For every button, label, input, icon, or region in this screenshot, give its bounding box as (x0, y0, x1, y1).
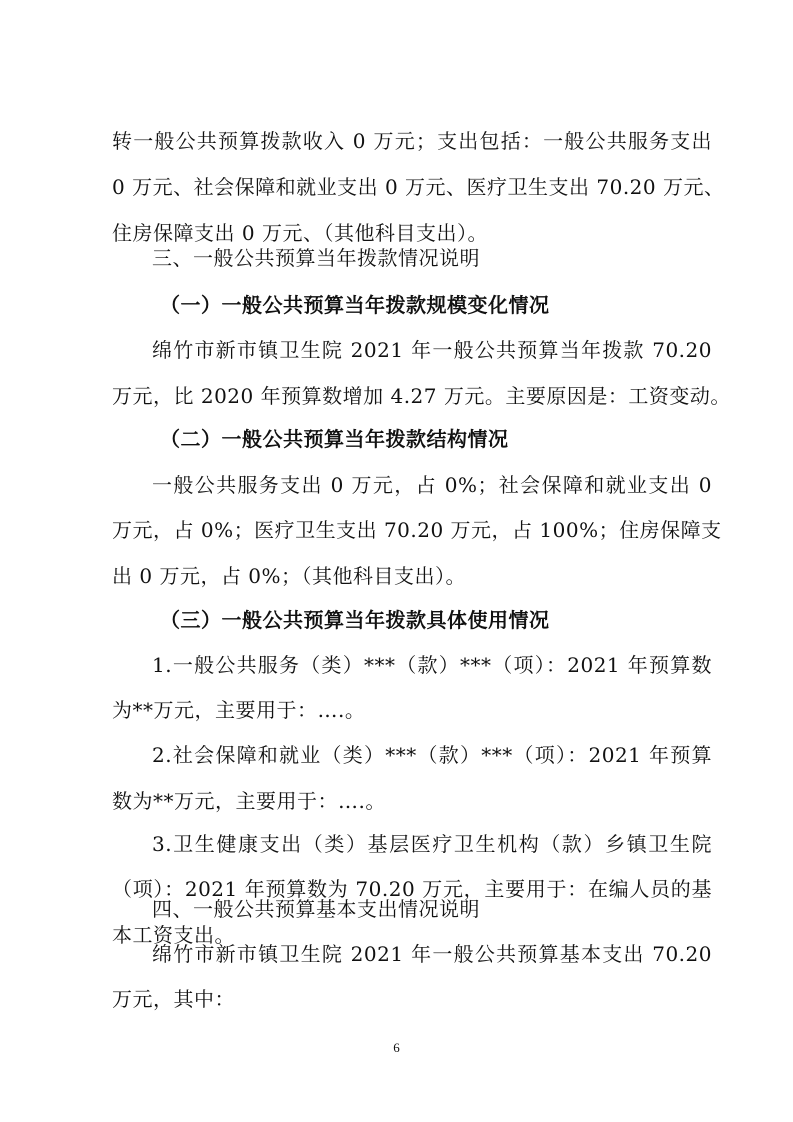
subsection-3-heading: （三）一般公共预算当年拨款具体使用情况 (160, 608, 550, 632)
sub2-line-3: 出 0 万元，占 0%；（其他科目支出）。 (112, 564, 467, 588)
item-1-line-2: 为**万元，主要用于：….。 (112, 698, 366, 722)
intro-line-3: 住房保障支出 0 万元、（其他科目支出）。 (112, 221, 488, 245)
item-3-line-3: 本工资支出。 (112, 923, 235, 947)
intro-line-1: 转一般公共预算拨款收入 0 万元；支出包括：一般公共服务支出 (112, 129, 712, 153)
item-3-line-2: （项）：2021 年预算数为 70.20 万元，主要用于：在编人员的基 (112, 877, 712, 901)
item-2-line-2: 数为**万元，主要用于：….。 (112, 789, 386, 813)
subsection-1-heading: （一）一般公共预算当年拨款规模变化情况 (160, 293, 550, 317)
intro-line-2: 0 万元、社会保障和就业支出 0 万元、医疗卫生支出 70.20 万元、 (112, 175, 725, 199)
sub2-line-1: 一般公共服务支出 0 万元，占 0%；社会保障和就业支出 0 (152, 473, 712, 497)
section-3-heading: 三、一般公共预算当年拨款情况说明 (152, 246, 480, 270)
section-4-heading: 四、一般公共预算基本支出情况说明 (152, 897, 480, 921)
subsection-2-heading: （二）一般公共预算当年拨款结构情况 (160, 427, 509, 451)
page-number: 6 (393, 1040, 400, 1055)
sub2-line-2: 万元，占 0%；医疗卫生支出 70.20 万元，占 100%；住房保障支 (112, 518, 722, 542)
section-4-line-2: 万元，其中： (112, 987, 235, 1011)
sub1-line-2: 万元，比 2020 年预算数增加 4.27 万元。主要原因是：工资变动。 (112, 384, 731, 408)
section-4-line-1: 绵竹市新市镇卫生院 2021 年一般公共预算基本支出 70.20 (152, 942, 712, 966)
item-3-line-1: 3.卫生健康支出（类）基层医疗卫生机构（款）乡镇卫生院 (152, 832, 712, 856)
sub1-line-1: 绵竹市新市镇卫生院 2021 年一般公共预算当年拨款 70.20 (152, 338, 712, 362)
item-1-line-1: 1.一般公共服务（类）***（款）***（项）：2021 年预算数 (152, 653, 712, 677)
item-2-line-1: 2.社会保障和就业（类）***（款）***（项）：2021 年预算 (152, 743, 712, 767)
